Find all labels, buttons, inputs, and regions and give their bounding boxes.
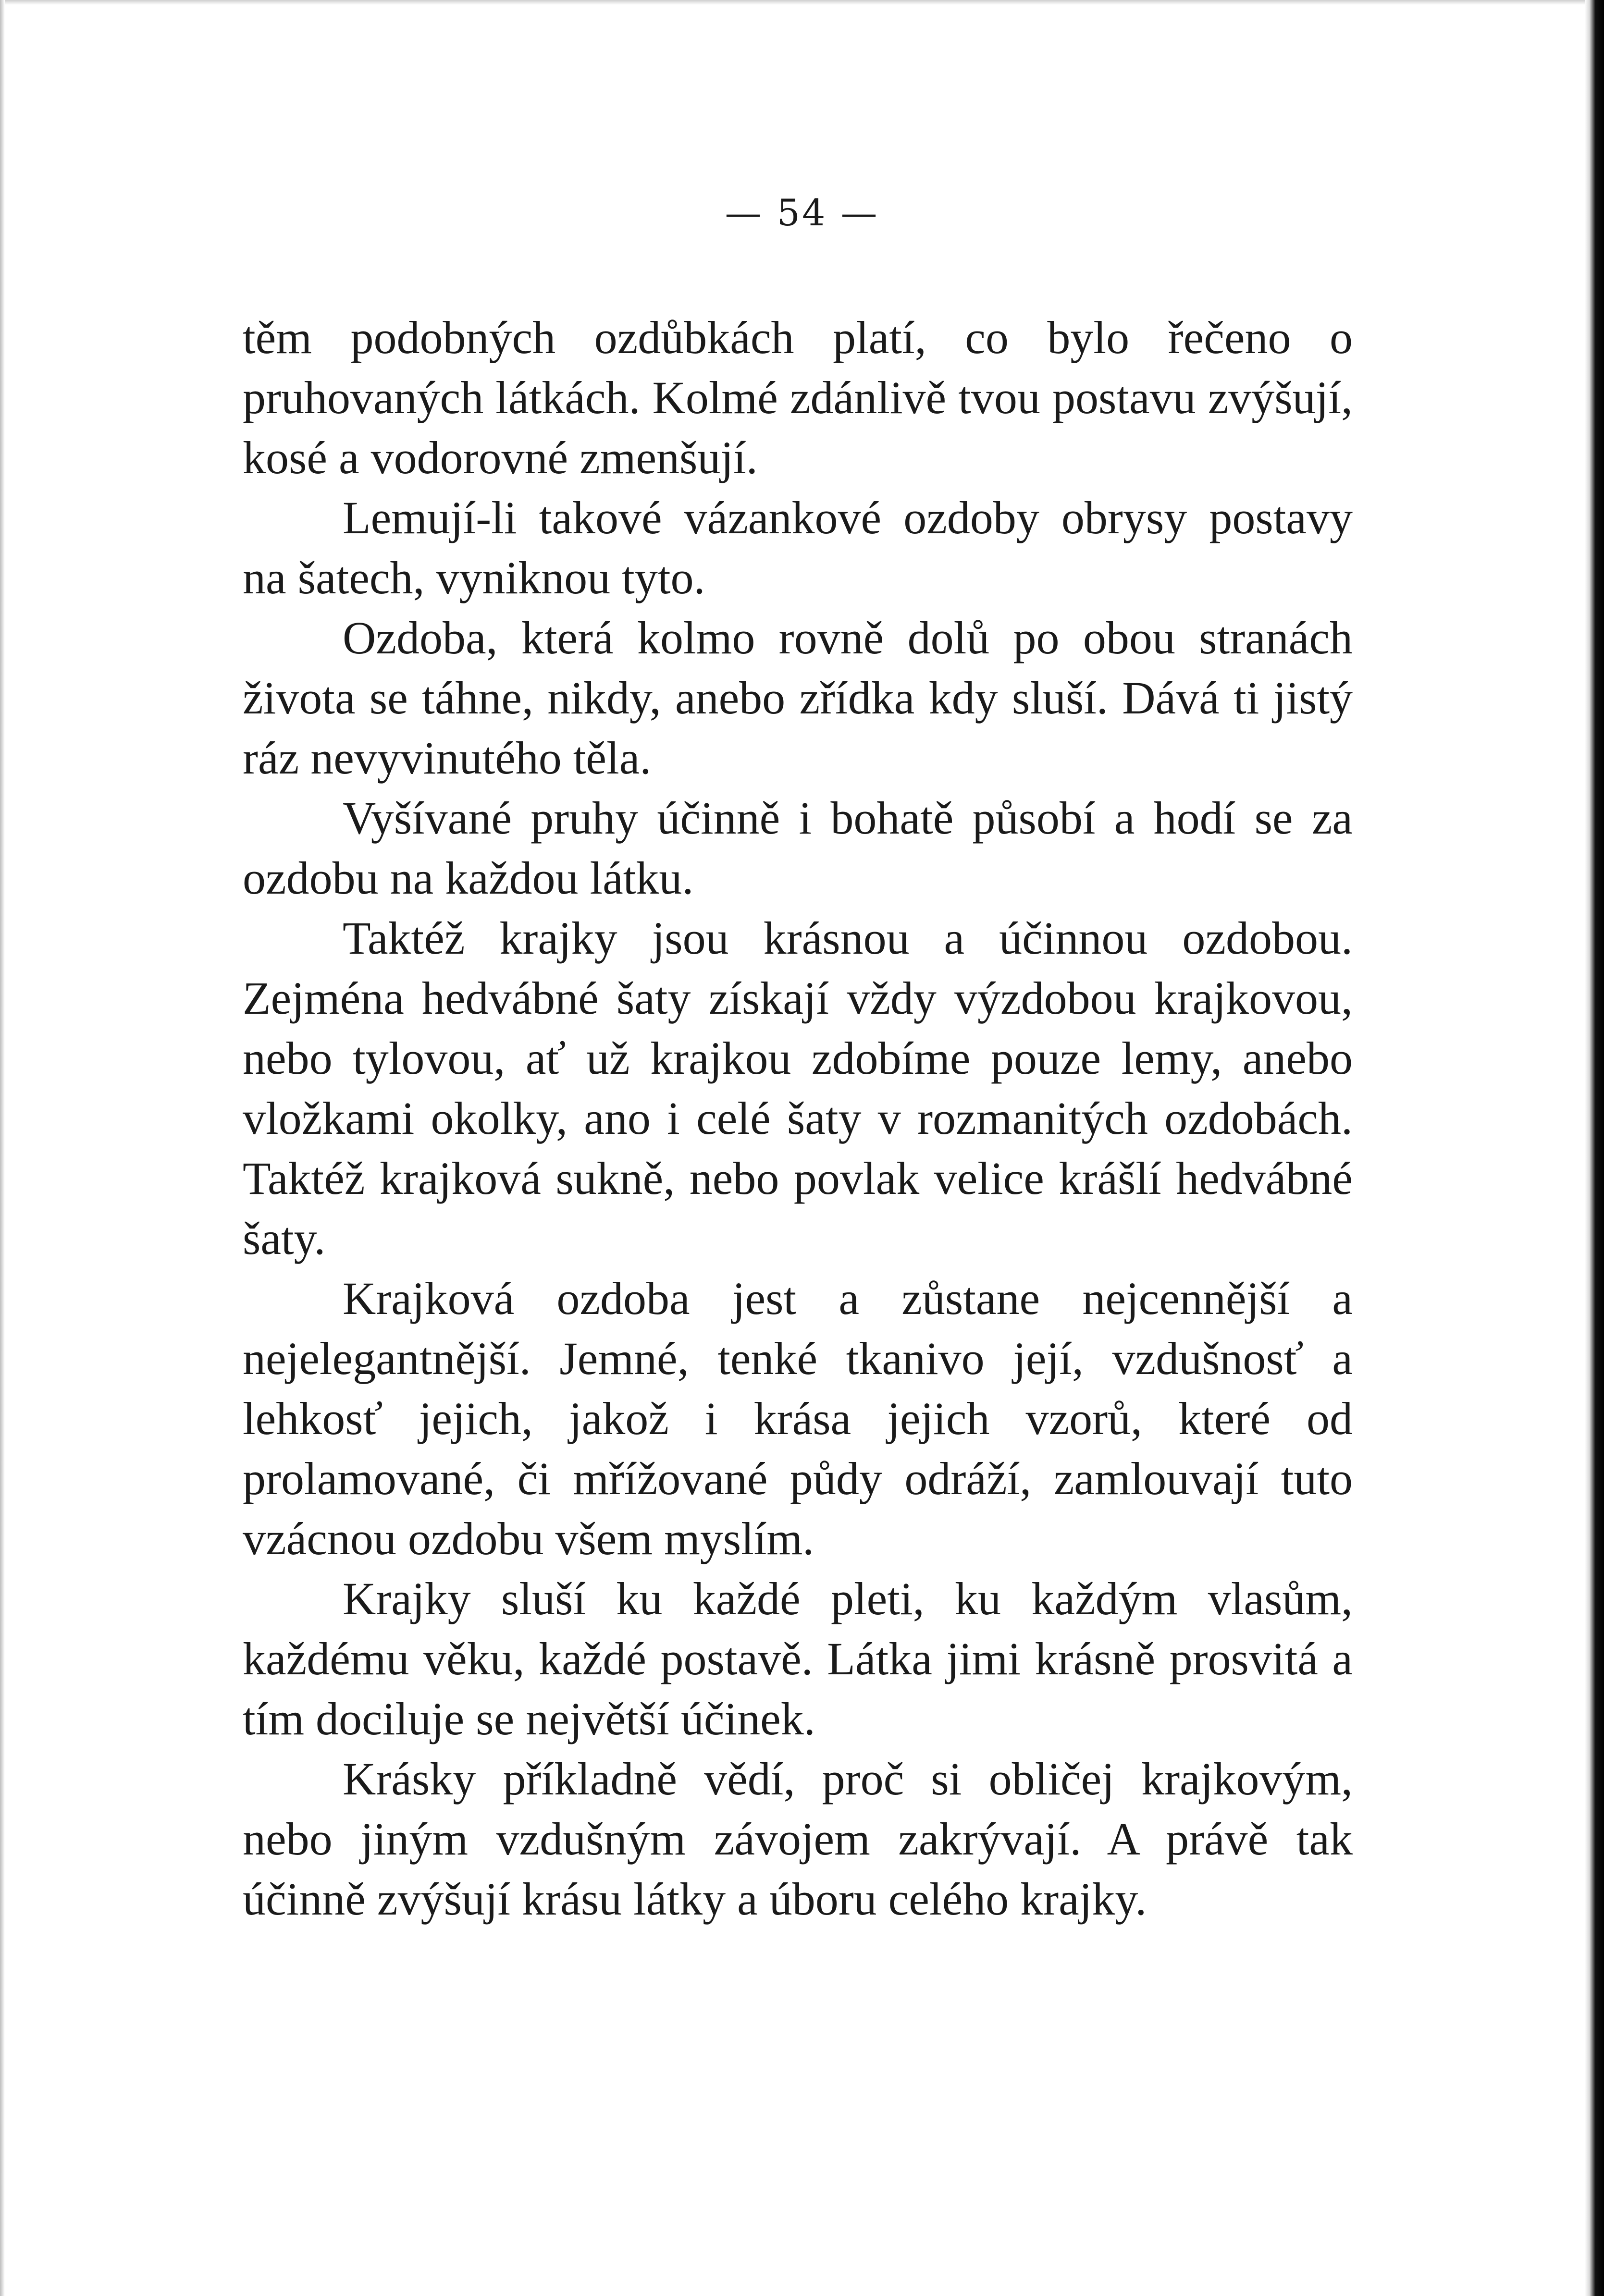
page-number: — 54 — <box>725 191 879 234</box>
paragraph: Taktéž krajky jsou krásnou a účinnou ozdobou. Zejména hedvábné šaty získají vždy výzdobou krajkovou, nebo tylovou, ať už krajkou zdobíme pouze lemy, anebo vložkami okolky, ano i celé šaty v rozmanitých ozdobách. Taktéž krajková sukně, nebo povlak velice krášlí hedvábné šaty. <box>243 912 1353 1264</box>
body-text <box>243 307 1353 1929</box>
scan-edge-left <box>0 0 5 2296</box>
scan-edge-right <box>1585 0 1604 2296</box>
paragraph: Lemují-li takové vázankové ozdoby obrysy postavy na šatech, vyniknou tyto. <box>243 492 1353 603</box>
paragraph: Ozdoba, která kolmo rovně dolů po obou stranách života se táhne, nikdy, anebo zřídka kdy sluší. Dává ti jistý ráz nevyvinutého těla. <box>243 612 1353 784</box>
paragraph: Krajková ozdoba jest a zůstane nejcennější a nejelegantnější. Jemné, tenké tkanivo její, vzdušnosť a lehkosť jejich, jakož i krása jejich vzorů, které od prolamované, či mřížované půdy odráží, zamlouvají tuto vzácnou ozdobu všem myslím. <box>243 1273 1353 1564</box>
paragraph: Krásky příkladně vědí, proč si obličej krajkovým, nebo jiným vzdušným závojem zakrývají. A právě tak účinně zvýšují krásu látky a úboru celého krajky. <box>243 1753 1353 1925</box>
paragraph: Vyšívané pruhy účinně i bohatě působí a hodí se za ozdobu na každou látku. <box>243 792 1353 904</box>
paragraph: těm podobných ozdůbkách platí, co bylo řečeno o pruhovaných látkách. Kolmé zdánlivě tvou postavu zvýšují, kosé a vodorovné zmenšují. <box>243 312 1353 483</box>
paragraph: Krajky sluší ku každé pleti, ku každým vlasům, každému věku, každé postavě. Látka jimi krásně prosvitá a tím dociluje se největší účinek. <box>243 1573 1353 1744</box>
scan-edge-top <box>0 0 1604 5</box>
